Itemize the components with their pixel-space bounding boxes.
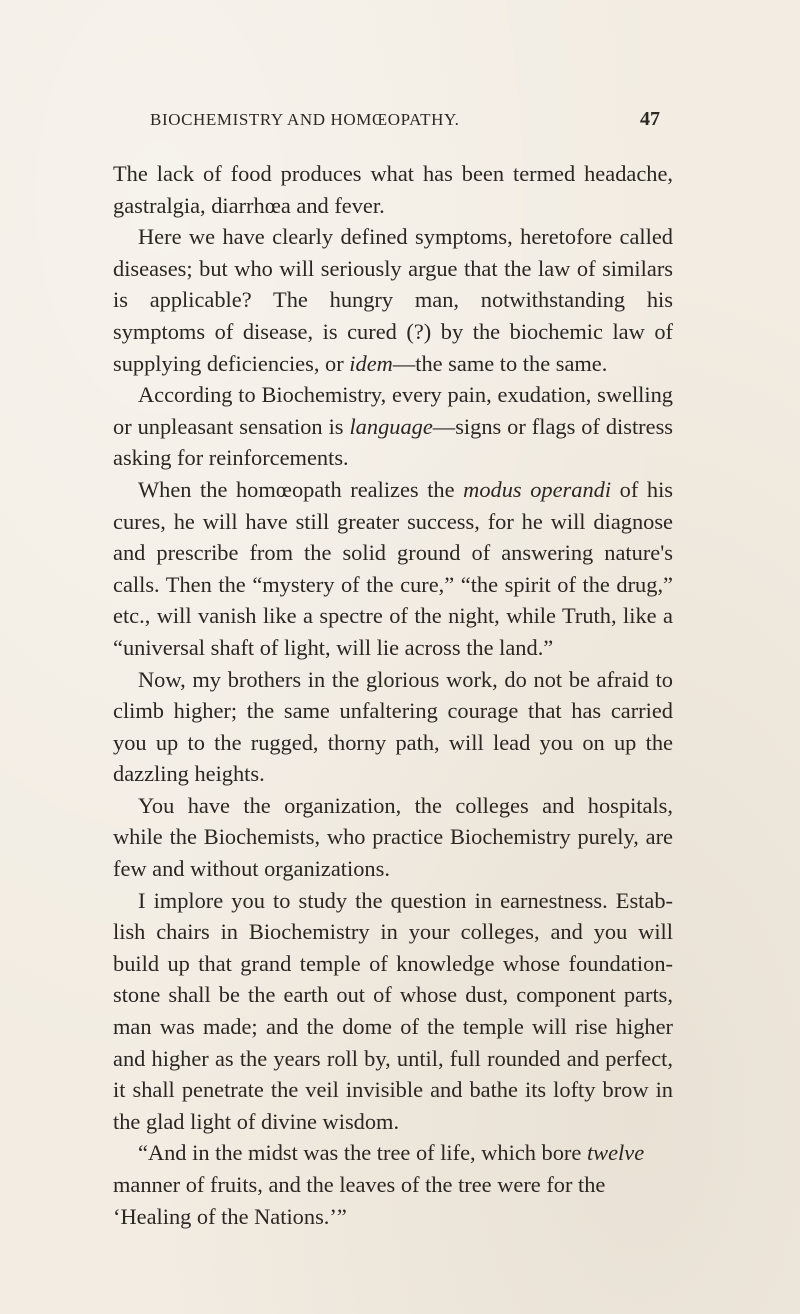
paragraph-2-italic: idem	[349, 350, 393, 376]
paragraph-8-text: “And in the midst was the tree of life, which bore	[138, 1140, 587, 1166]
paragraph-3-italic: language	[349, 413, 433, 439]
running-head	[150, 110, 660, 132]
paragraph-8	[113, 1137, 673, 1232]
page-number: 47	[640, 108, 660, 130]
paragraph-7	[113, 885, 673, 1138]
paragraph-4-text-end: of his cures, he will have still greater success, for he will diagnose and prescribe from the solid ground of answering nature's calls. Then the “mystery of the cure,” “the spirit of the drug,” etc., will vanish like a spectre of the night, while Truth, like a “universal shaft of light, will lie across the land.”	[113, 476, 674, 660]
paragraph-5-text: Now, my brothers in the glorious work, do not be afraid to climb higher; the same unfaltering courage that has carried you up to the rugged, thorny path, will lead you on up the dazzling heights.	[113, 666, 673, 787]
paragraph-8-italic: twelve	[586, 1140, 645, 1166]
paragraph-3-text: According to Biochemistry, every pain, exudation, swelling or unpleasant sensation is	[113, 382, 673, 439]
paragraph-4-italic: modus operandi	[463, 476, 612, 502]
running-title: BIOCHEMISTRY AND HOMŒOPATHY.	[150, 110, 460, 129]
paragraph-6-text: You have the organization, the colleges and hospitals, while the Biochemists, who practice Biochemistry purely, are few and without organizations.	[113, 792, 673, 882]
paragraph-1	[113, 158, 673, 221]
paragraph-4	[113, 474, 673, 664]
paragraph-6	[113, 790, 673, 885]
body-text	[113, 158, 673, 1232]
paragraph-1-text: The lack of food produces what has been termed headache, gastralgia, diarrhœa and fever.	[113, 161, 673, 218]
paragraph-8-text-end: manner of fruits, and the leaves of the tree were for the ‘Healing of the Nations.’”	[113, 1172, 606, 1229]
paragraph-5	[113, 664, 673, 790]
paragraph-2-text-end: —the same to the same.	[392, 350, 608, 376]
paragraph-3-text-end: —signs or flags of distress asking for reinforcements.	[113, 413, 673, 471]
paragraph-4-text: When the homœopath realizes the	[138, 476, 464, 502]
paragraph-2	[113, 221, 673, 379]
paragraph-7-text: I implore you to study the question in earnestness. Establish chairs in Biochemistry in your colleges, and you will build up that grand temple of knowledge whose foundationstone shall be the earth out of whose dust, component parts, man was made; and the dome of the temple will rise higher and higher as the years roll by, until, full rounded and perfect, it shall penetrate the veil invisible and bathe its lofty brow in the glad light of divine wisdom.	[113, 887, 673, 1134]
paragraph-3	[113, 379, 673, 474]
paragraph-2-text: Here we have clearly defined symptoms, heretofore called diseases; but who will seriously argue that the law of similars is applicable? The hungry man, notwithstanding his symptoms of disease, is cured (?) by the biochemic law of supplying deficiencies, or	[113, 224, 673, 376]
